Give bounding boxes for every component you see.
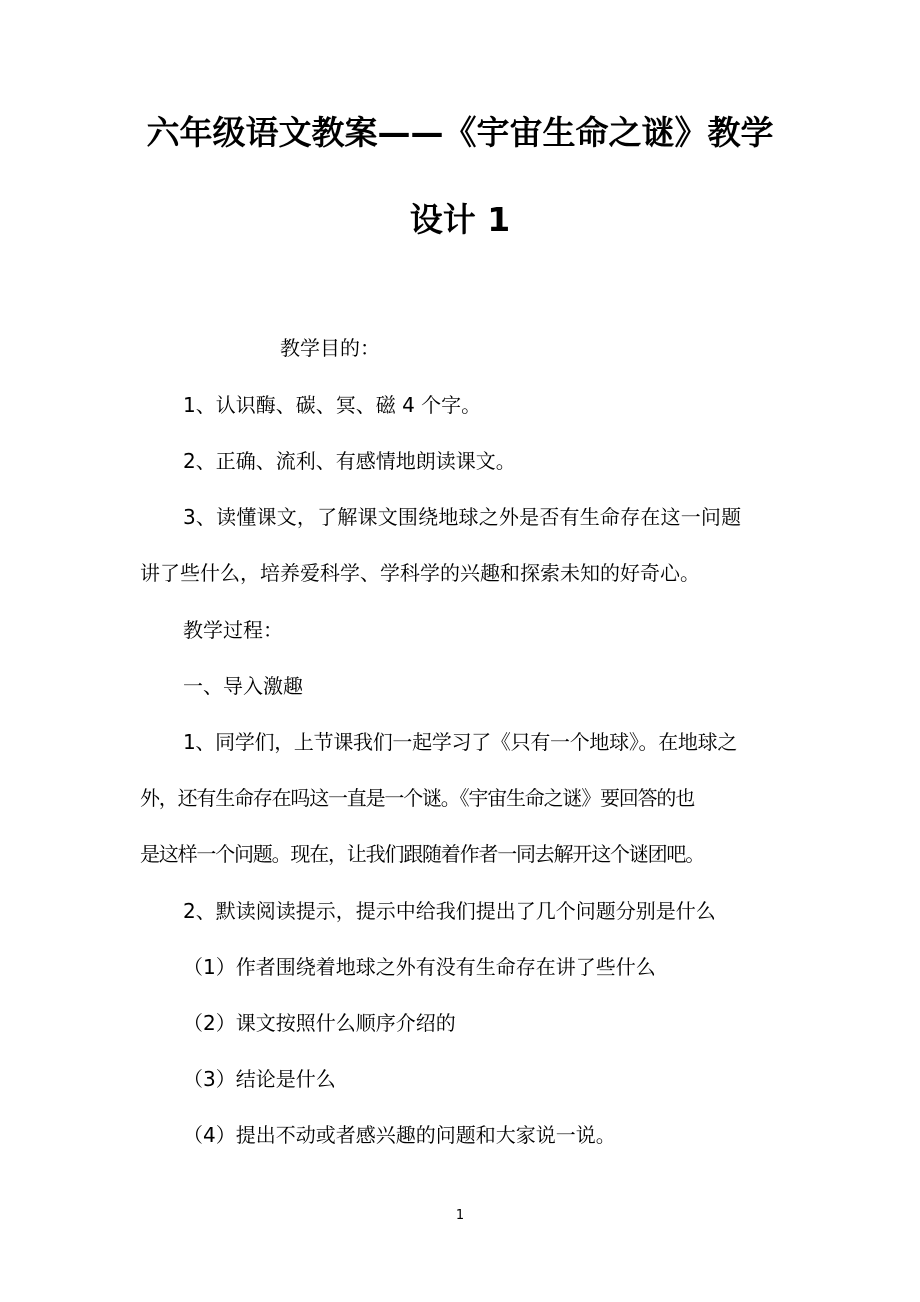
question-item: （3）结论是什么 [183,1067,336,1091]
section-heading-process: 教学过程： [183,618,283,642]
question-item: （2）课文按照什么顺序介绍的 [183,1011,456,1035]
paragraph-line: 讲了些什么，培养爱科学、学科学的兴趣和探索未知的好奇心。 [140,561,700,585]
paragraph-line: 1、认识酶、碳、冥、磁 4 个字。 [183,393,482,417]
section-heading-intro: 一、导入激趣 [183,674,303,698]
paragraph-line: 外，还有生命存在吗这一直是一个谜。《宇宙生命之谜》要回答的也 [140,786,694,810]
section-heading-objectives: 教学目的： [280,336,380,360]
paragraph-line: 3、读懂课文，了解课文围绕地球之外是否有生命存在这一问题 [183,505,742,529]
paragraph-line: 2、正确、流利、有感情地朗读课文。 [183,449,516,473]
document-title-line-2: 设计 1 [409,200,511,239]
document-title-line-1: 六年级语文教案——《宇宙生命之谜》教学 [146,113,774,152]
paragraph-line: 2、默读阅读提示，提示中给我们提出了几个问题分别是什么 [183,899,716,923]
paragraph-line: 1、同学们，上节课我们一起学习了《只有一个地球》。在地球之 [183,730,738,754]
paragraph-line: 是这样一个问题。现在，让我们跟随着作者一同去解开这个谜团吧。 [140,842,704,866]
page-number: 1 [455,1208,465,1223]
question-item: （1）作者围绕着地球之外有没有生命存在讲了些什么 [183,955,656,979]
question-item: （4）提出不动或者感兴趣的问题和大家说一说。 [183,1123,616,1147]
